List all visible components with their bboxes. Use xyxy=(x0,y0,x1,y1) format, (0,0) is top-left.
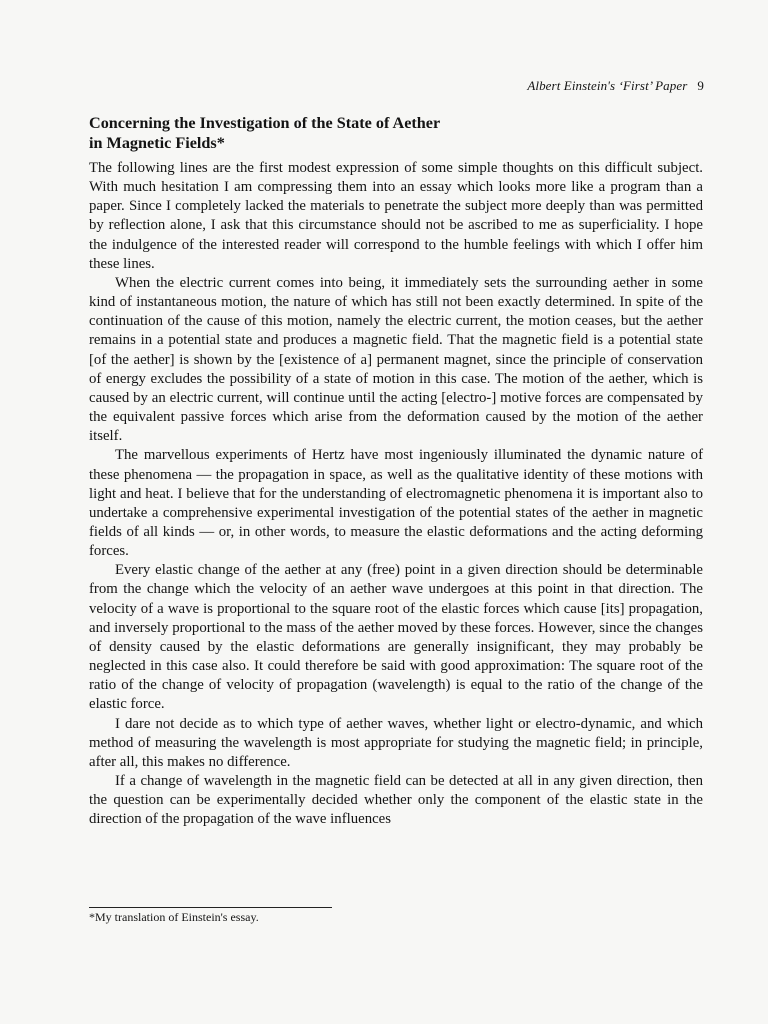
paragraph-2: When the electric current comes into being, it immediately sets the surrounding aether in some kind of instantaneous motion, the nature of which has still not been exactly determined. In spite of the continuation of the cause of this motion, namely the electric current, the motion ceases, but the aether remains in a potential state and produces a magnetic field. That the magnetic field is a potential state [of the aether] is shown by the [existence of a] permanent magnet, since the principle of conservation of energy excludes the possibility of a state of motion in this case. The motion of the aether, which is caused by an electric current, will continue until the acting [electro-] motive forces are compensated by the equivalent passive forces which arise from the deformation caused by the motion of the aether itself. xyxy=(89,274,703,445)
footnote: *My translation of Einstein's essay. xyxy=(89,910,259,924)
running-head-title: Albert Einstein's ‘First’ Paper xyxy=(527,78,688,93)
page-number: 9 xyxy=(697,78,704,93)
article-title xyxy=(89,113,649,153)
footnote-rule xyxy=(89,907,332,908)
paragraph-3: The marvellous experiments of Hertz have most ingeniously illuminated the dynamic nature of these phenomena — the propagation in space, as well as the qualitative identity of these motions with light and heat. I believe that for the understanding of electromagnetic phenomena it is important also to undertake a comprehensive experimental investigation of the potential states of the aether in magnetic fields of all kinds — or, in other words, to measure the elastic deformations and the acting deforming forces. xyxy=(89,447,703,560)
running-head xyxy=(527,78,704,94)
article-title-line-2: in Magnetic Fields* xyxy=(89,134,225,152)
article-body xyxy=(89,159,703,829)
paragraph-6: If a change of wavelength in the magnetic field can be detected at all in any given direction, then the question can be experimentally decided whether only the component of the elastic state in the direction of the propagation of the wave influences xyxy=(89,773,703,828)
paragraph-4: Every elastic change of the aether at any (free) point in a given direction should be determinable from the change which the velocity of an aether wave undergoes at this point in that direction. The velocity of a wave is proportional to the square root of the elastic forces which cause [its] propagation, and inversely proportional to the mass of the aether moved by these forces. However, since the changes of density caused by the elastic deformations are generally insignificant, they may probably be neglected in this case also. It could therefore be said with good approximation: The square root of the ratio of the change of velocity of propagation (wavelength) is equal to the ratio of the change of the elastic force. xyxy=(89,562,703,713)
paragraph-5: I dare not decide as to which type of aether waves, whether light or electro-dynamic, and which method of measuring the wavelength is most appropriate for studying the magnetic field; in principle, after all, this makes no difference. xyxy=(89,715,703,770)
paragraph-1: The following lines are the first modest expression of some simple thoughts on this difficult subject. With much hesitation I am compressing them into an essay which looks more like a program than a paper. Since I completely lacked the materials to penetrate the subject more deeply than was permitted by reflection alone, I ask that this circumstance should not be ascribed to me as superficiality. I hope the indulgence of the interested reader will correspond to the humble feelings with which I offer him these lines. xyxy=(89,160,703,272)
article-title-line-1: Concerning the Investigation of the State of Aether xyxy=(89,114,441,132)
